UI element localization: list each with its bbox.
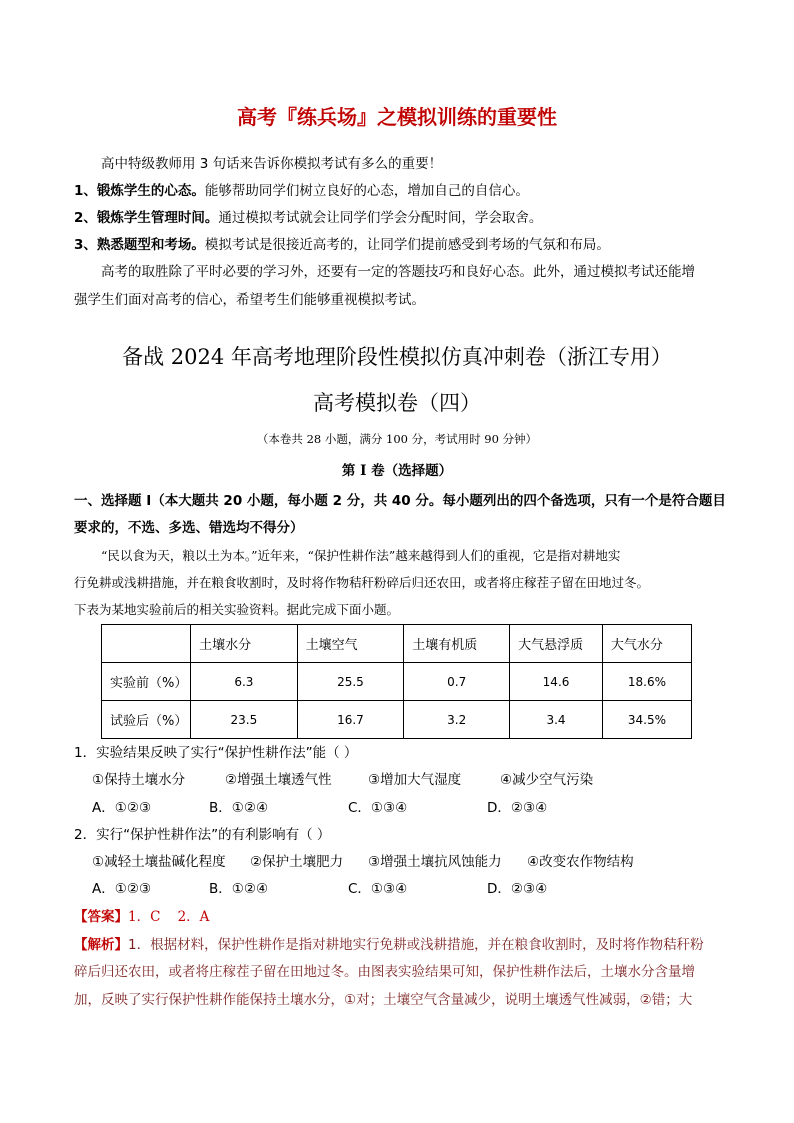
point-text: 模拟考试是很接近高考的，让同学们提前感受到考场的气氛和布局。 — [204, 237, 610, 253]
table-header-cell: 土壤有机质 — [404, 625, 510, 663]
question-2-item-4: ④改变农作物结构 — [527, 854, 634, 870]
banner-point-3 — [74, 233, 610, 253]
question-1-stem: 1．实验结果反映了实行“保护性耕作法”能（ ） — [74, 745, 358, 761]
passage-line-1: “民以食为天，粮以土为本。”近年来，“保护性耕作法”越来越得到人们的重视，它是指对耕地实 — [101, 548, 621, 563]
table-header-cell: 土壤水分 — [191, 625, 298, 663]
answer-label: 【答案】 — [74, 909, 128, 925]
analysis-line-1 — [74, 933, 704, 953]
point-number: 2、 — [74, 210, 97, 226]
table-cell: 16.7 — [297, 701, 404, 739]
table-row — [102, 701, 692, 739]
point-text: 通过模拟考试就会让同学们学会分配时间，学会取舍。 — [218, 210, 543, 226]
table-row-label: 试验后（%） — [102, 701, 191, 739]
question-2-item-3: ③增强土壤抗风蚀能力 — [368, 854, 502, 870]
exam-subtitle: 高考模拟卷（四） — [313, 391, 481, 415]
point-heading: 熟悉题型和考场。 — [96, 237, 205, 253]
exam-title: 备战 2024 年高考地理阶段性模拟仿真冲刺卷（浙江专用） — [122, 345, 672, 369]
point-heading: 锻炼学生的心态。 — [96, 183, 205, 199]
table-header-cell: 大气悬浮质 — [510, 625, 603, 663]
passage-line-3: 下表为某地实验前后的相关实验资料。据此完成下面小题。 — [74, 602, 400, 617]
table-cell: 3.4 — [510, 701, 603, 739]
banner-point-2 — [74, 206, 542, 226]
table-cell: 0.7 — [404, 663, 510, 701]
analysis-line-2: 碎后归还农田，或者将庄稼茬子留在田地过冬。由图表实验结果可知，保护性耕作法后，土壤水分含量增 — [74, 964, 695, 980]
question-2-option-b: B．①②④ — [209, 881, 269, 897]
table-header-cell: 大气水分 — [602, 625, 691, 663]
question-1-item-2: ②增强土壤透气性 — [225, 772, 332, 788]
question-2-option-c: C．①③④ — [348, 881, 408, 897]
exam-note: （本卷共 28 小题，满分 100 分，考试用时 90 分钟） — [256, 432, 538, 446]
passage-line-2: 行免耕或浅耕措施，并在粮食收割时，及时将作物秸秆粉碎后归还农田，或者将庄稼茬子留在田地过冬。 — [74, 575, 650, 590]
analysis-label: 【解析】 — [74, 937, 128, 953]
question-1-option-b: B．①②④ — [209, 800, 269, 816]
point-number: 3、 — [74, 237, 97, 253]
experiment-table — [101, 624, 692, 739]
volume-heading: 第 I 卷（选择题） — [341, 463, 453, 479]
banner-intro: 高中特级教师用 3 句话来告诉你模拟考试有多么的重要！ — [101, 156, 443, 172]
question-2-option-d: D．②③④ — [487, 881, 548, 897]
table-cell: 6.3 — [191, 663, 298, 701]
question-1-item-3: ③增加大气湿度 — [368, 772, 462, 788]
banner-closing-line-2: 强学生们面对高考的信心，希望考生们能够重视模拟考试。 — [74, 292, 425, 308]
table-header-cell — [102, 625, 191, 663]
table-cell: 34.5% — [602, 701, 691, 739]
analysis-line-3: 加，反映了实行保护性耕作能保持土壤水分，①对；土壤空气含量减少，说明土壤透气性减弱，②错；大 — [74, 992, 693, 1008]
question-2-stem: 2．实行“保护性耕作法”的有利影响有（ ） — [74, 827, 331, 843]
banner-point-1 — [74, 179, 529, 199]
table-cell: 14.6 — [510, 663, 603, 701]
question-2-item-1: ①减轻土壤盐碱化程度 — [92, 854, 226, 870]
table-cell: 18.6% — [602, 663, 691, 701]
question-1-option-d: D．②③④ — [487, 800, 548, 816]
point-number: 1、 — [74, 183, 97, 199]
banner-closing-line-1: 高考的取胜除了平时必要的学习外，还要有一定的答题技巧和良好心态。此外，通过模拟考试还能增 — [101, 264, 695, 280]
table-cell: 3.2 — [404, 701, 510, 739]
banner-title: 高考『练兵场』之模拟训练的重要性 — [237, 105, 557, 129]
answer-text: 1．C 2．A — [128, 909, 210, 925]
point-text: 能够帮助同学们树立良好的心态，增加自己的自信心。 — [204, 183, 529, 199]
table-header-cell: 土壤空气 — [297, 625, 404, 663]
analysis-text: 1．根据材料，保护性耕作是指对耕地实行免耕或浅耕措施，并在粮食收割时，及时将作物秸秆粉 — [128, 937, 704, 953]
question-2-item-2: ②保护土壤肥力 — [250, 854, 344, 870]
question-1-item-4: ④减少空气污染 — [500, 772, 594, 788]
question-1-option-a: A．①②③ — [92, 800, 152, 816]
table-cell: 25.5 — [297, 663, 404, 701]
question-1-item-1: ①保持土壤水分 — [92, 772, 186, 788]
table-cell: 23.5 — [191, 701, 298, 739]
answer-line — [74, 905, 209, 925]
section-heading-line-1: 一、选择题 I（本大题共 20 小题，每小题 2 分，共 40 分。每小题列出的四个备选项，只有一个是符合题目 — [74, 493, 726, 509]
question-1-option-c: C．①③④ — [348, 800, 408, 816]
point-heading: 锻炼学生管理时间。 — [96, 210, 219, 226]
table-row — [102, 663, 692, 701]
question-2-option-a: A．①②③ — [92, 881, 152, 897]
table-row-label: 实验前（%） — [102, 663, 191, 701]
section-heading-line-2: 要求的，不选、多选、错选均不得分） — [74, 520, 304, 536]
table-header-row — [102, 625, 692, 663]
